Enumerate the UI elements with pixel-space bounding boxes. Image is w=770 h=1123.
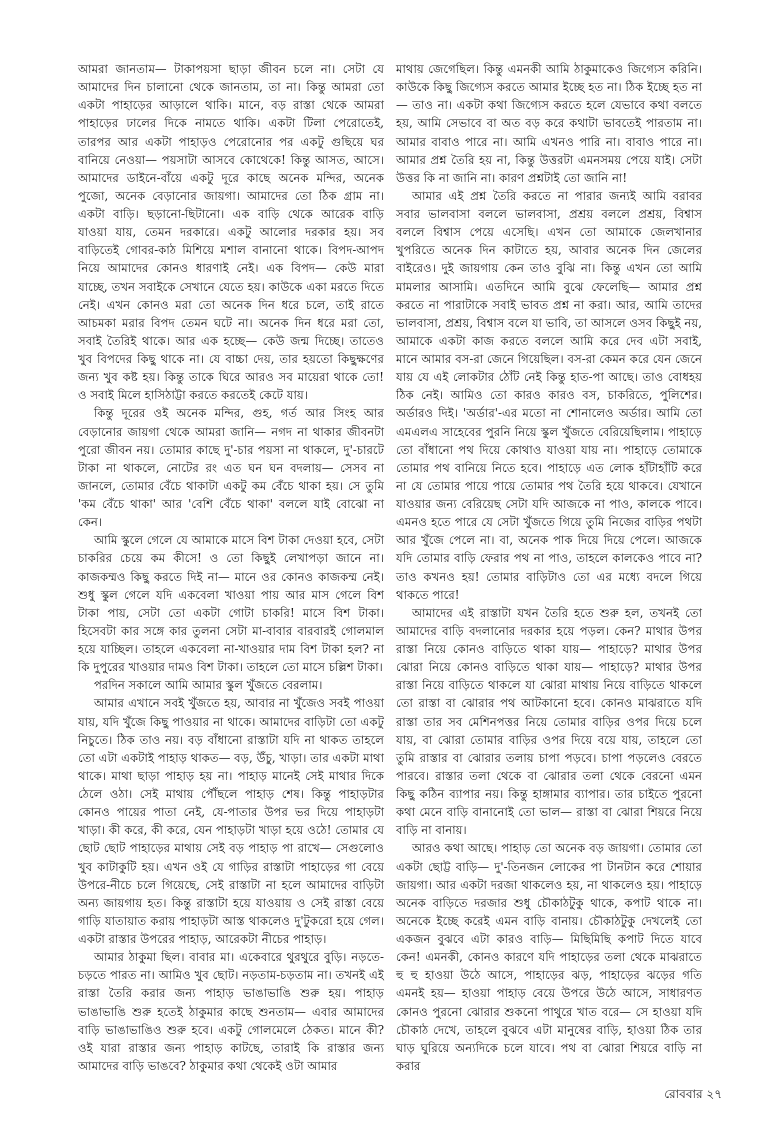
paragraph: আমি স্কুলে গেলে যে আমাকে মাসে বিশ টাকা দেওয়া হবে, সেটা চাকরির চেয়ে কম কীসে! ও তো কিছুই লেখাপড়া জানে না। কাজকম্মও কিছু করতে দিই না— মানে ওর কোনও কাজকম্ম নেই। শুধু স্কুল গেলে যদি একবেলা খাওয়া পায় আর মাস গেলে বিশ টাকা পায়, সেটা তো একটা গোটা চাকরি! মাসে বিশ টাকা। হিসেবটা কার সঙ্গে কার তুলনা সেটা মা-বাবার বারবারই গোলমাল হয়ে যাচ্ছিল। তাহলে একবেলা না-খাওয়ার দাম বিশ টাকা হল? না কি দুপুরের খাওয়ার দামও বিশ টাকা। তাহলে তো মাসে চল্লিশ টাকা। — [78, 533, 384, 675]
paragraph: আরও কথা আছে। পাহাড় তো অনেক বড় জায়গা। তোমার তো একটা ছোট্ট বাড়ি— দু'-তিনজন লোকের পা টানটান করে শোয়ার জায়গা। আর একটা দরজা থাকলেও হয়, না থাকলেও হয়। পাহাড়ে অনেক বাড়িতে দরজার শুধু চৌকাঠটুকু থাকে, কপাট থাকে না। অনেকে ইচ্ছে করেই এমন বাড়ি বানায়। চৌকাঠটুকু দেখলেই তো একজন বুঝবে এটা কারও বাড়ি— মিছিমিছি কপাট দিতে যাবে কেন! এমনকী, কোনও কারণে যদি পাহাড়ের তলা থেকে মাঝরাতে হু হু হাওয়া উঠে আসে, পাহাড়ের ঝড়, পাহাড়ের ঝড়ের গতি এমনই হয়— হাওয়া পাহাড় বেয়ে উপরে উঠে আসে, সাধারণত কোনও পুরনো ঝোরার শুকনো পাথুরে খাত বরে— সে হাওয়া যদি চৌকাঠ দেখে, তাহলে বুঝবে এটা মানুষের বাড়ি, হাওয়া ঠিক তার ঘাড় ঘুরিয়ে অন্যদিকে চলে যাবে। পথ বা ঝোরা শিয়রে বাড়ি না করার — [396, 841, 702, 1073]
paragraph: আমার এখানে সবই খুঁজতে হয়, আবার না খুঁজেও সবই পাওয়া যায়, যদি খুঁজে কিছু পাওয়ার না থাকে। আমাদের বাড়িটা তো একটু নিচুতে। ঠিক তাও নয়। বড় বাঁধানো রাস্তাটা যদি না থাকত তাহলে তো এটা একটাই পাহাড় থাকত— বড়, উঁচু, খাড়া। তার একটা মাথা থাকে। মাথা ছাড়া পাহাড় হয় না। পাহাড় মানেই সেই মাথার দিকে ঠেলে ওঠা। সেই মাথায় পৌঁছলে পাহাড় শেষ। কিন্তু পাহাড়টার কোনও পায়ের পাতা নেই, যে-পাতার উপর ভর দিয়ে পাহাড়টা খাড়া। কী করে, কী করে, যেন পাহাড়টা খাড়া হয়ে ওঠে! তোমার যে ছোট ছোট পাহাড়ের মাথায় সেই বড় পাহাড় পা রাখে— সেগুলোও খুব কাটাকুটি হয়। এখন ওই যে গাড়ির রাস্তাটা পাহাড়ের গা বেয়ে উপরে-নীচে চলে গিয়েছে, সেই রাস্তাটা না হলে আমাদের বাড়িটা অন্য জায়গায় হত। কিন্তু রাস্তাটা হয়ে যাওয়ায় ও সেই রাস্তা বেয়ে গাড়ি যাতায়াত করায় পাহাড়টা আস্ত থাকলেও দু'টুকরো হয়ে গেল। একটা রাস্তার উপরের পাহাড়, আরেকটা নীচের পাহাড়। — [78, 696, 384, 946]
paragraph: পরদিন সকালে আমি আমার স্কুল খুঁজতে বেরলাম। — [94, 678, 323, 693]
paragraph: আমার ঠাকুমা ছিল। বাবার মা। একেবারে থুরথুরে বুড়ি। নড়তে-চড়তে পারত না। আমিও খুব ছোট। নড়তাম-চড়তাম না। তখনই এই রাস্তা তৈরি করার জন্য পাহাড় ভাঙাভাঙি শুরু হয়। পাহাড় ভাঙাভাঙি শুরু হতেই ঠাকুমার কাছে শুনতাম— এবার আমাদের বাড়ি ভাঙাভাঙিও শুরু হবে। একটু গোলমেলে ঠেকত। মানে কী? ওই যারা রাস্তার জন্য পাহাড় কাটছে, তারাই কি রাস্তার জন্য আমাদের বাড়ি ভাঙবে? ঠাকুমার কথা থেকেই ওটা আমার — [78, 950, 384, 1073]
page-footer: রোববার ২৭ — [664, 1087, 722, 1101]
paragraph: কিন্তু দূরের ওই অনেক মন্দির, গুহ, গর্ত আর সিংহ আর বেড়ানোর জায়গা থেকে আমরা জানি— নগদ না থাকার জীবনটা পুরো জীবন নয়। তোমার কাছে দু'-চার পয়সা না থাকলে, দু'-চারটে টাকা না থাকলে, নোটের রং এত ঘন ঘন বদলায়— সেসব না জানলে, তোমার বেঁচে থাকাটা একটু কম বেঁচে থাকা হয়। সে তুমি 'কম বেঁচে থাকা' আর 'বেশি বেঁচে থাকা' বললে যাই বোঝো না কেন। — [78, 406, 384, 530]
paragraph: মাথায় জেগেছিল। কিন্তু এমনকী আমি ঠাকুমাকেও জিগ্যেস করিনি। কাউকে কিছু জিগ্যেস করতে আমার ইচ্ছে হত না। ঠিক ইচ্ছে হত না— তাও না। একটা কথা জিগ্যেস করতে হলে যেভাবে কথা বলতে হয়, আমি সেভাবে বা অত বড় করে কথাটা ভাবতেই পারতাম না। আমার বাবাও পারে না। আমি এখনও পারি না। বাবাও পারে না। আমার প্রশ্ন তৈরি হয় না, কিন্তু উত্তরটা এমনসময় পেয়ে যাই। সেটা উত্তর কি না জানি না। কারণ প্রশ্নটাই তো জানি না! — [396, 62, 702, 185]
paragraph: আমাদের এই রাস্তাটা যখন তৈরি হতে শুরু হল, তখনই তো আমাদের বাড়ি বদলানোর দরকার হয়ে পড়ল। কেন? মাথার উপর রাস্তা নিয়ে কোনও বাড়িতে থাকা যায়— পাহাড়ে? মাথার উপর ঝোরা নিয়ে কোনও বাড়িতে থাকা যায়— পাহাড়ে? মাথার উপর রাস্তা নিয়ে বাড়িতে থাকলে যা ঝোরা মাথায় নিয়ে বাড়িতে থাকলে তো রাস্তা বা ঝোরার পথ আটকানো হবে। কোনও মাঝরাতে যদি রাস্তা তার সব মেশিনপত্তর নিয়ে তোমার বাড়ির ওপর দিয়ে চলে যায়, বা ঝোরা তোমার বাড়ির ওপর দিয়ে বয়ে যায়, তাহলে তো তুমি রাস্তার বা ঝোরার তলায় চাপা পড়বে। চাপা পড়লেও বেরতে পারবে। রাস্তার তলা থেকে বা ঝোরার তলা থেকে বেরনো এমন কিছু কঠিন ব্যাপার নয়। কিন্তু হাঙ্গামার ব্যাপার। তার চাইতে পুরনো কথা মেনে বাড়ি বানানোই তো ভাল— রাস্তা বা ঝোরা শিয়রে নিয়ে বাড়ি না বানায়। — [396, 605, 702, 838]
paragraph: আমার এই প্রশ্ন তৈরি করতে না পারার জন্যই আমি বরাবর সবার ভালবাসা বললে ভালবাসা, প্রশ্রয় বললে প্রশ্রয়, বিশ্বাস বললে বিশ্বাস পেয়ে এসেছি। এখন তো আমাকে জেলখানার খুপরিতে অনেক দিন কাটাতে হয়, আবার অনেক দিন জেলের বাইরেও। দুই জায়গায় কেন তাও বুঝি না। কিন্তু এখন তো আমি মামলার আসামি। এতদিনে আমি বুঝে ফেলেছি— আমার প্রশ্ন করতে না পারাটাকে সবাই ভাবত প্রশ্ন না করা। আর, আমি তাদের ভালবাসা, প্রশ্রয়, বিশ্বাস বলে যা ভাবি, তা আসলে ওসব কিছুই নয়, আমাকে একটা কাজ করতে বললে আমি করে দেব এটা সবাই, মানে আমার বস-রা জেনে গিয়েছিল। বস-রা কেমন করে যেন জেনে যায় যে এই লোকটার ঠোঁট নেই কিন্তু হাত-পা আছে। তাও বোধহয় ঠিক নেই। আমিও তো কারও কারও বস, চাকরিতে, পুলিশের। অর্ডারও দিই। 'অর্ডার'-এর মতো না শোনালেও অর্ডার। আমি তো এমএলএ সাহেবের পুরনি নিয়ে স্কুল খুঁজতে বেরিয়েছিলাম। পাহাড়ে তো বাঁধানো পথ দিয়ে কোথাও যাওয়া যায় না। পাহাড়ে তোমাকে তোমার পথ বানিয়ে নিতে হবে। পাহাড়ে এত লোক হাঁটাহাঁটি করে না যে তোমার পায়ে পায়ে তোমার পথ তৈরি হয়ে থাকবে। যেখানে যাওয়ার জন্য বেরিয়েছ সেটা যদি আজকে না পাও, কালকে পাবে। এমনও হতে পারে যে সেটা খুঁজতে গিয়ে তুমি নিজের বাড়ির পথটা আর খুঁজে পেলে না। বা, অনেক পাক দিয়ে দিয়ে পেলে। আজকে যদি তোমার বাড়ি ফেরার পথ না পাও, তাহলে কালকেও পাবে না? তাও কখনও হয়! তোমার বাড়িটাও তো এর মধ্যে বদলে গিয়ে থাকতে পারে! — [396, 188, 702, 602]
paragraph: আমরা জানতাম— টাকাপয়সা ছাড়া জীবন চলে না। সেটা যে আমাদের দিন চালানো থেকে জানতাম, তা না। কিন্তু আমরা তো একটা পাহাড়ের আড়ালে থাকি। মানে, বড় রাস্তা থেকে আমরা পাহাড়ের ঢালের দিকে নামতে থাকি। একটা টিলা পেরোতেই, তারপর আর একটা পাহাড়ও পেরোনোর পর একটু গুছিয়ে ঘর বানিয়ে নেওয়া— পয়সাটা আসবে কোথেকে! কিন্তু আসত, আসে। আমাদের ডাইনে-বাঁয়ে একটু দূরে কাছে অনেক মন্দির, অনেক পুজো, অনেক বেড়ানোর জায়গা। আমাদের তো ঠিক গ্রাম না। একটা বাড়ি। ছড়ানো-ছিটানো। এক বাড়ি থেকে আরেক বাড়ি যাওয়া যায়, তেমন দরকারে। একটু আলোর দরকার হয়। সব বাড়িতেই গোবর-কাঠ মিশিয়ে মশাল বানানো থাকে। বিপদ-আপদ নিয়ে আমাদের কোনও ধারণাই নেই। এক বিপদ— কেউ মারা যাচ্ছে, তখন সবাইকে সেখানে যেতে হয়। কাউকে একা মরতে দিতে নেই। এখন কোনও মরা তো অনেক দিন ধরে চলে, তাই রাতে আচমকা মরার বিপদ তেমন ঘটে না। অনেক দিন ধরে মরা তো, সবাই তৈরিই থাকে। আর এক হচ্ছে— কেউ জন্ম দিচ্ছে। তাতেও খুব বিপদের কিছু থাকে না। যে বাচ্চা দেয়, তার হয়তো কিছুক্ষণের জন্য খুব কষ্ট হয়। কিন্তু তাকে ঘিরে আরও সব মায়েরা থাকে তো! ও সবাই মিলে হাসিঠাট্টা করতে করতেই কেটে যায়। — [78, 62, 384, 403]
left-column — [78, 60, 384, 1075]
right-column — [396, 60, 702, 1075]
